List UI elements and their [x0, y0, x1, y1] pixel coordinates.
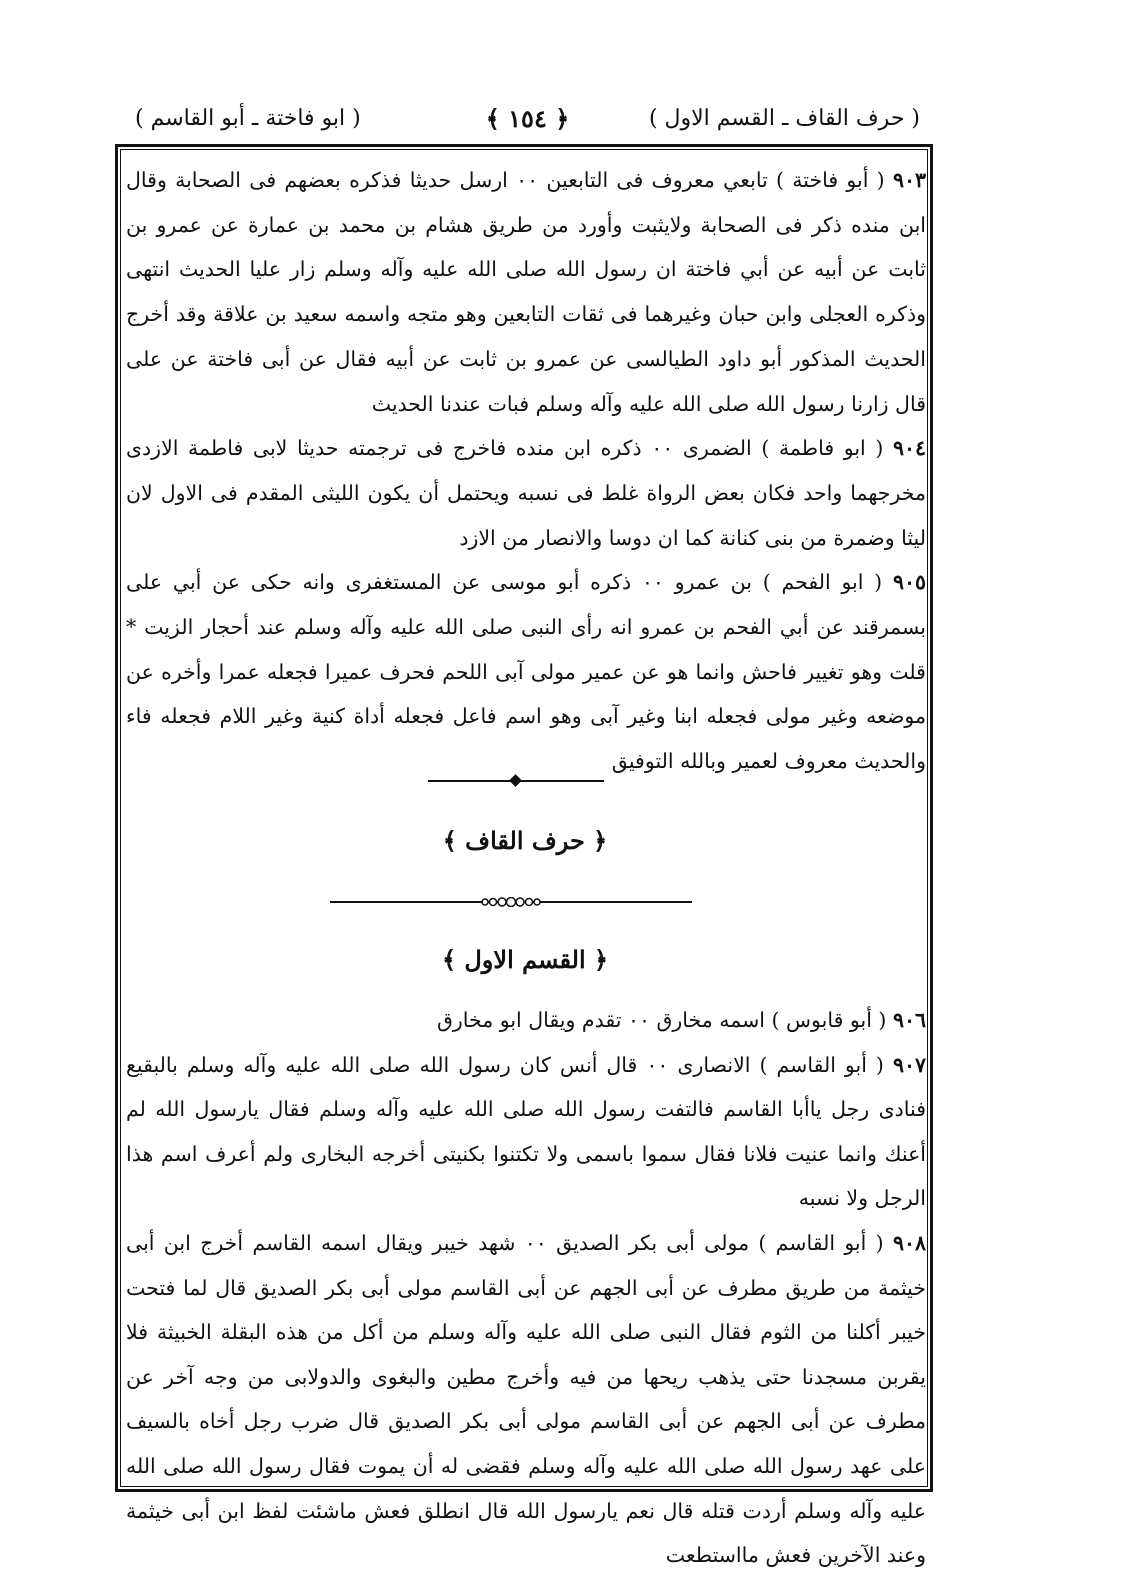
page-header [135, 104, 920, 140]
entry-number: ٩٠٦ [892, 1008, 926, 1032]
entry-text: ( أبو القاسم ) الانصارى ٠٠ قال أنس كان رسول الله صلى الله عليه وآله وسلم بالبقيع فنادى رجل ياأبا القاسم فالتفت رسول الله صلى الله عليه وآله وسلم فقال يارسول الله لم أعنك وانما عنيت فلانا فقال سموا باسمى ولا تكتنوا بكنيتى أخرجه البخارى ولم أعرف اسم هذا الرجل ولا نسبه [126, 1052, 926, 1211]
entry-text: ( أبو قابوس ) اسمه مخارق ٠٠ تقدم ويقال ابو مخارق [436, 1008, 887, 1032]
entry-number: ٩٠٨ [892, 1230, 926, 1255]
entry-text: ( أبو فاختة ) تابعي معروف فى التابعين ٠٠ ارسل حديثا فذكره بعضهم فى الصحابة وقال ابن منده ذكر فى الصحابة ولايثبت وأورد من طريق هشام بن محمد بن عمارة عن عمرو بن ثابت عن أبيه عن أبي فاختة ان رسول الله صلى الله عليه وآله وسلم زار عليا الحديث انتهى وذكره العجلى وابن حبان وغيرهما فى ثقات التابعين وهو متجه واسمه سعيد بن علاقة وقد أخرج الحديث المذكور أبو داود الطيالسى عن عمرو بن ثابت عن أبيه فقال عن أبى فاختة عن على قال زارنا رسول الله صلى الله عليه وآله وسلم فبات عندنا الحديث [126, 168, 926, 416]
running-title-left: ( ابو فاختة ـ أبو القاسم ) [135, 106, 361, 131]
entry-number: ٩٠٥ [892, 570, 926, 595]
entry-907 [126, 1043, 926, 1221]
section-heading-letter: ﴿ حرف القاف ﴾ [442, 826, 608, 855]
page-number: ﴿ ١٥٤ ﴾ [485, 104, 570, 133]
entry-906 [126, 998, 926, 1043]
beaded-ornament-divider [330, 897, 692, 907]
entry-text: ( ابو الفحم ) بن عمرو ٠٠ ذكره أبو موسى عن المستغفرى وانه حكى عن أبي على بسمرقند عن أبي الفحم بن عمرو انه رأى النبى صلى الله عليه وآله وسلم عند أحجار الزيت * قلت وهو تغيير فاحش وانما هو عن عمير مولى آبى اللحم فحرف عميرا فجعله عمرا وأخره عن موضعه وغير مولى فجعله ابنا وغير آبى وهو اسم فاعل فجعله أداة كنية وغير اللام فجعله فاء والحديث معروف لعمير وبالله التوفيق [126, 570, 926, 774]
entry-number: ٩٠٤ [892, 436, 926, 461]
entry-903 [126, 158, 926, 426]
entry-905 [126, 560, 926, 784]
entry-text: ( أبو القاسم ) مولى أبى بكر الصديق ٠٠ شهد خيبر ويقال اسمه القاسم أخرج ابن أبى خيثمة من طريق مطرف عن أبى الجهم عن أبى القاسم مولى أبى بكر الصديق قال لما فتحت خيبر أكلنا من الثوم فقال النبى صلى الله عليه وآله وسلم من أكل من هذه البقلة الخبيثة فلا يقربن مسجدنا حتى يذهب ريحها من فيه وأخرج مطين والبغوى والدولابى من وجه آخر عن مطرف عن أبى الجهم عن أبى القاسم مولى أبى بكر الصديق قال ضرب رجل أخاه بالسيف على عهد رسول الله صلى الله عليه وآله وسلم فقضى له أن يموت فقال رسول الله صلى الله عليه وآله وسلم أردت قتله قال نعم يارسول الله قال انطلق فعش ماشئت لفظ ابن أبى خيثمة وعند الآخرين فعش مااستطعت [126, 1230, 926, 1568]
entries-top [126, 158, 926, 784]
entries-bottom [126, 998, 926, 1578]
entry-904 [126, 426, 926, 560]
entry-number: ٩٠٣ [892, 168, 926, 192]
entry-number: ٩٠٧ [892, 1052, 926, 1077]
entry-text: ( ابو فاطمة ) الضمرى ٠٠ ذكره ابن منده فاخرج فى ترجمته حديثا لابى فاطمة الازدى مخرجهما واحد فكان بعض الرواة غلط فى نسبه ويحتمل أن يكون الليثى المقدم فى الاول لان ليثا وضمرة من بنى كنانة كما ان دوسا والانصار من الازد [126, 436, 926, 550]
running-title-right: ( حرف القاف ـ القسم الاول ) [648, 106, 920, 131]
section-heading-part: ﴿ القسم الاول ﴾ [441, 945, 609, 974]
entry-908 [126, 1221, 926, 1578]
